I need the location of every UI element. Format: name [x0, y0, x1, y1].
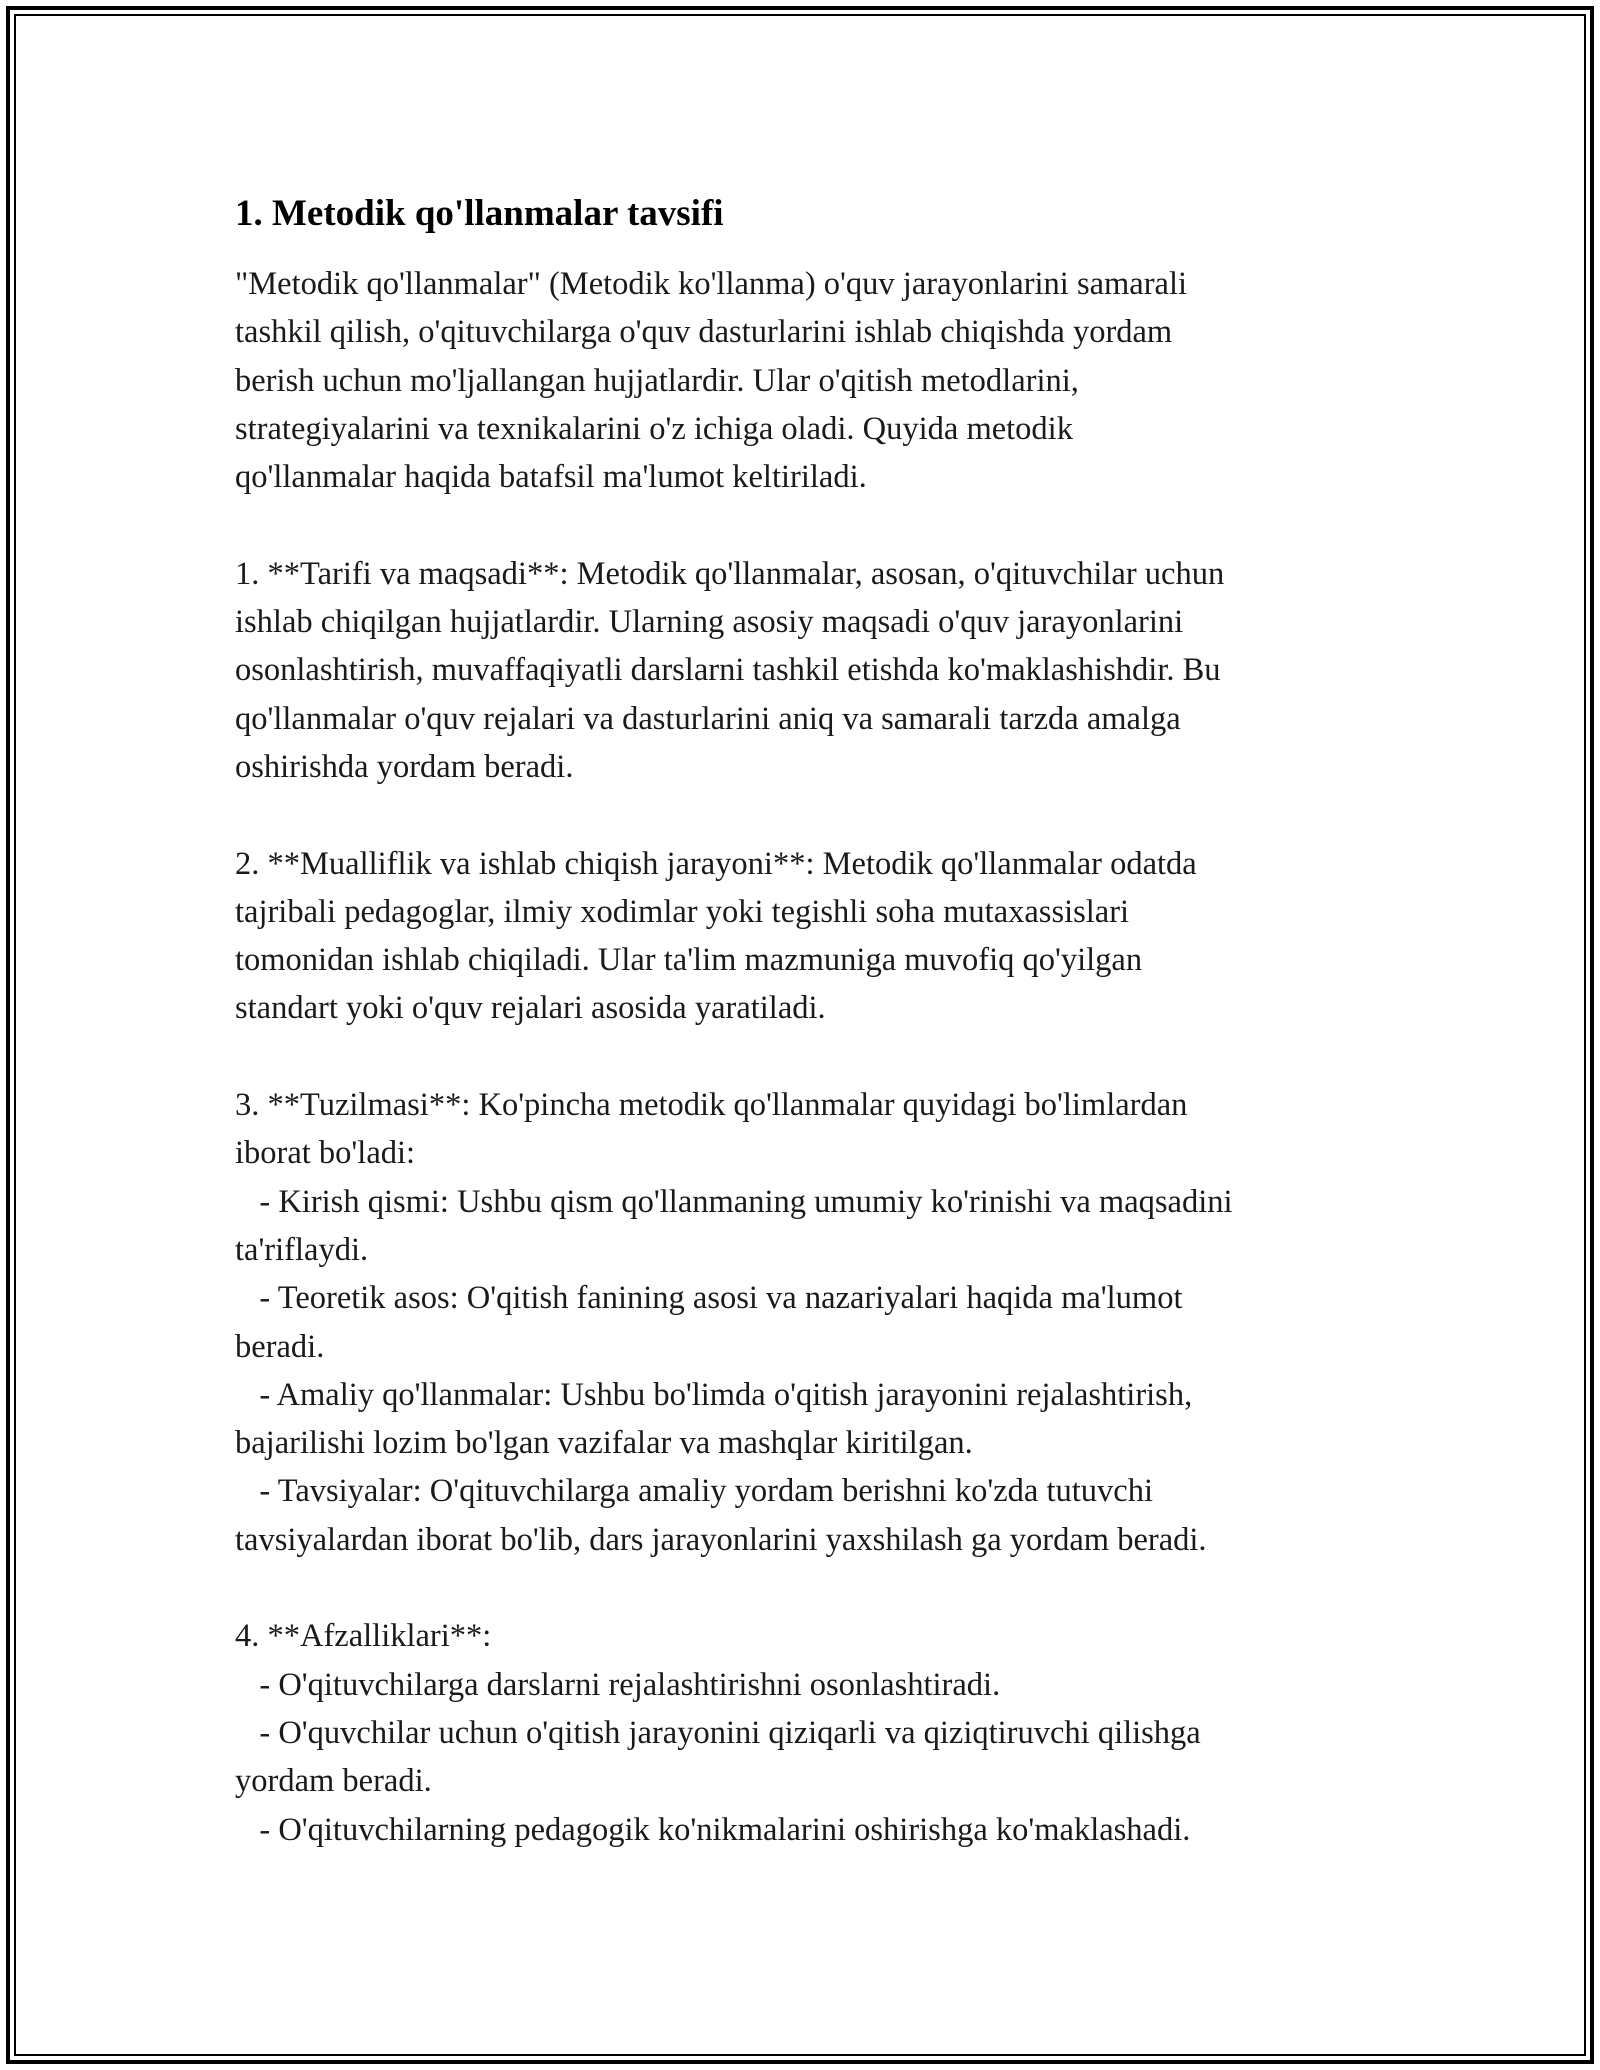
document-body: "Metodik qo'llanmalar" (Metodik ko'llanma) o'quv jarayonlarini samarali tashkil qilish, o'qituvchilarga o'quv dasturlarini ishlab chiqishda yordam berish uchun mo'ljallangan hujjatlardir. Ular o'qitish metodlarini, strategiyalarini va texnikalarini o'z ichiga oladi. Quyida metodik qo'llanmalar haqida batafsil ma'lumot keltiriladi. 1. **Tarifi va maqsadi**: Metodik qo'llanmalar, asosan, o'qituvchilar uchun ishlab chiqilgan hujjatlardir. Ularning asosiy maqsadi o'quv jarayonlarini osonlashtirish, muvaffaqiyatli darslarni tashkil etishda ko'maklashishdir. Bu qo'llanmalar o'quv rejalari va dasturlarini aniq va samarali tarzda amalga oshirishda yordam beradi. 2. **Mualliflik va ishlab chiqish jarayoni**: Metodik qo'llanmalar odatda tajribali pedagoglar, ilmiy xodimlar yoki tegishli soha mutaxassislari tomonidan ishlab chiqiladi. Ular ta'lim mazmuniga muvofiq qo'yilgan standart yoki o'quv rejalari asosida yaratiladi. 3. **Tuzilmasi**: Ko'pincha metodik qo'llanmalar quyidagi bo'limlardan iborat bo'ladi: - Kirish qismi: Ushbu qism qo'llanmaning umumiy ko'rinishi va maqsadini ta'riflaydi. - Teoretik asos: O'qitish fanining asosi va nazariyalari haqida ma'lumot beradi. - Amaliy qo'llanmalar: Ushbu bo'limda o'qitish jarayonini rejalashtirish, bajarilishi lozim bo'lgan vazifalar va mashqlar kiritilgan. - Tavsiyalar: O'qituvchilarga amaliy yordam berishni ko'zda tutuvchi tavsiyalardan iborat bo'lib, dars jarayonlarini yaxshilash ga yordam beradi. 4. **Afzalliklari**: - O'qituvchilarga darslarni rejalashtirishni osonlashtiradi. - O'quvchilar uchun o'qitish jarayonini qiziqarli va qiziqtiruvchi qilishga yordam beradi. - O'qituvchilarning pedagogik ko'nikmalarini oshirishga ko'maklashadi. — [235, 266, 1233, 1848]
document-page — [235, 188, 1385, 1854]
document-title: 1. Metodik qo'llanmalar tavsifi — [235, 193, 724, 234]
